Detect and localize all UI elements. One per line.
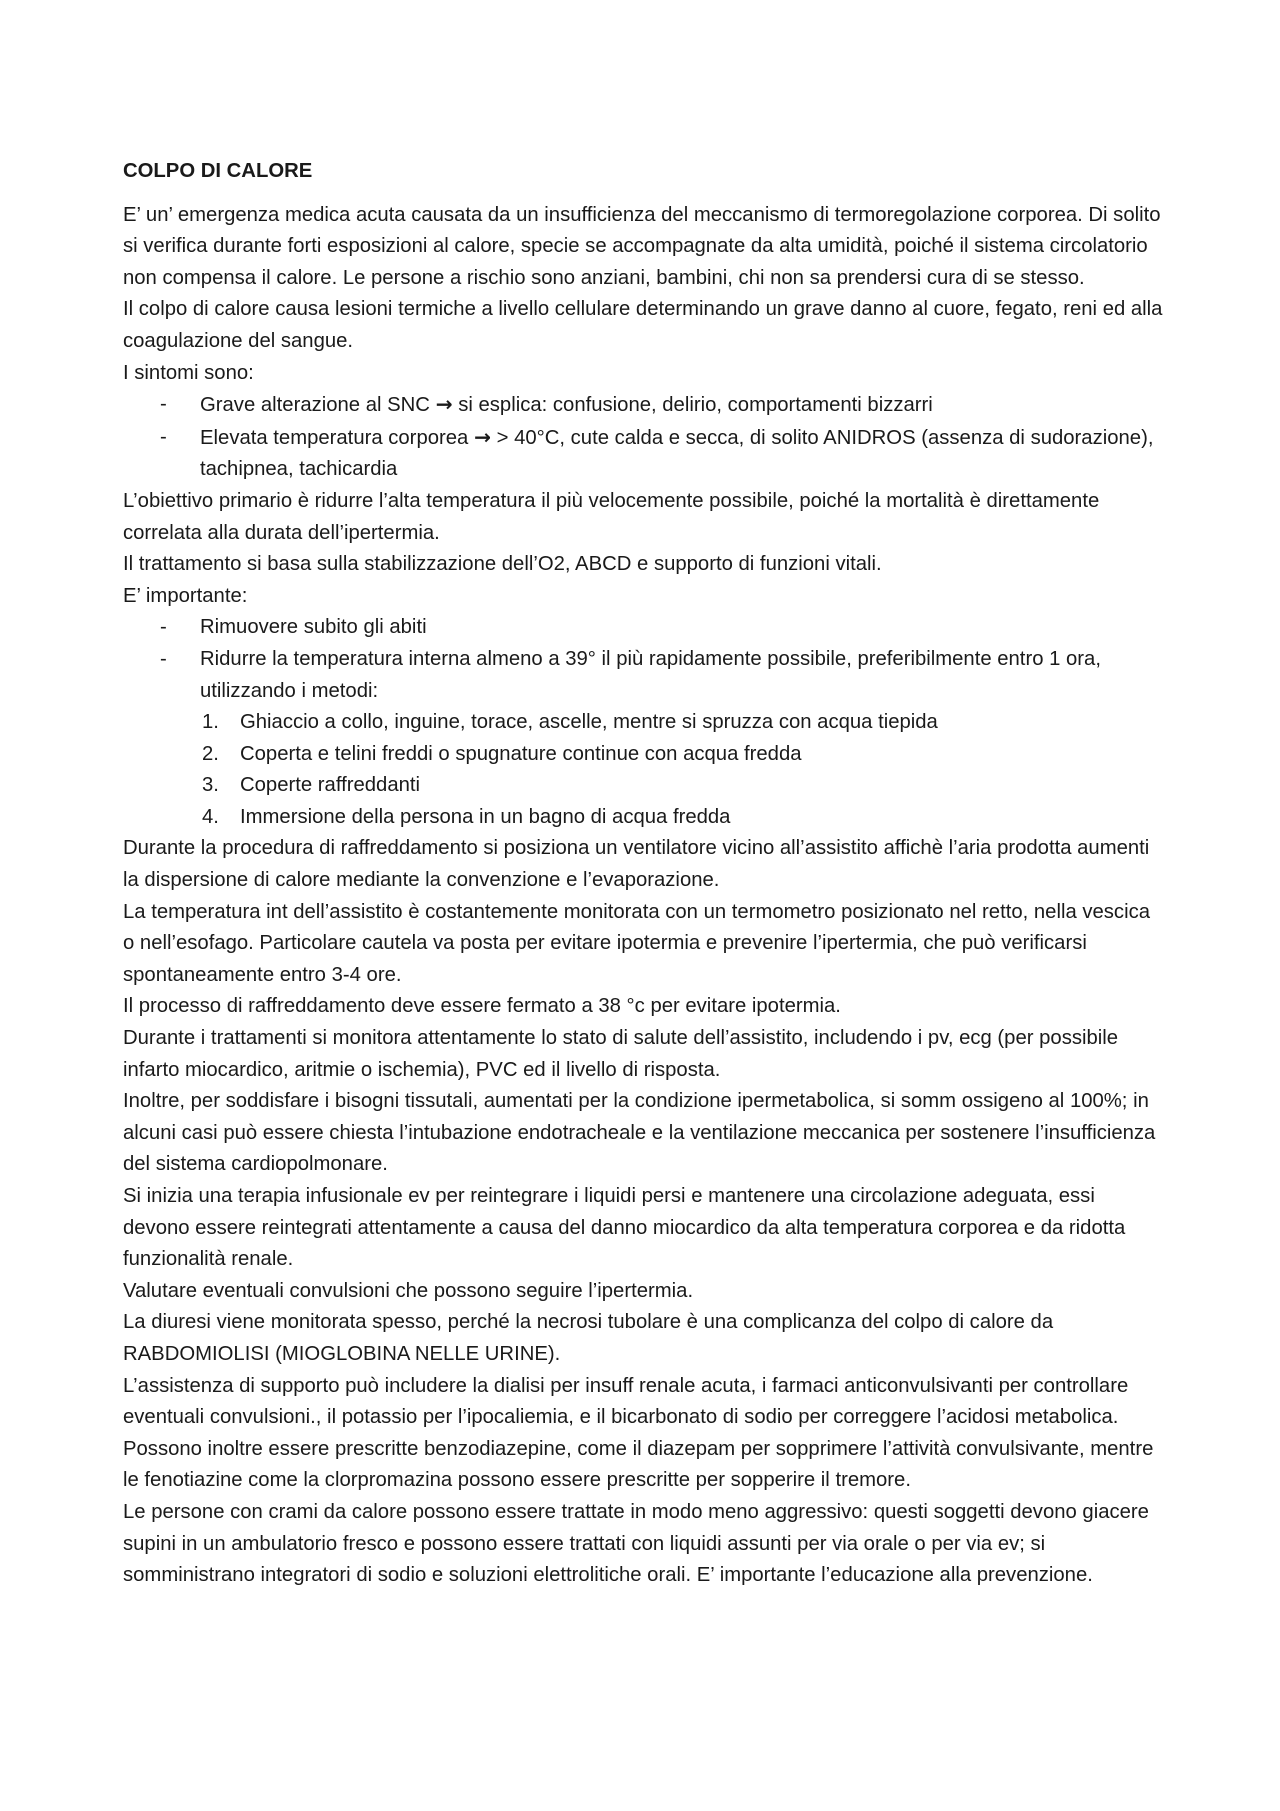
paragraph: Si inizia una terapia infusionale ev per reintegrare i liquidi persi e mantenere una circolazione adeguata, essi devono essere reintegrati attentamente a causa del danno miocardico da alta temperatura corporea e da ridotta funzionalità renale.: [123, 1185, 1126, 1271]
list-number: 4.: [202, 805, 219, 828]
list-item: 1. Ghiaccio a collo, inguine, torace, ascelle, mentre si spruzza con acqua tiepida: [240, 707, 1164, 739]
list-number: 3.: [202, 774, 219, 797]
paragraph: Il colpo di calore causa lesioni termiche a livello cellulare determinando un grave danno al cuore, fegato, reni ed alla coagulazione del sangue.: [123, 298, 1163, 352]
important-list: [123, 612, 1164, 707]
list-item: - Ridurre la temperatura interna almeno a 39° il più rapidamente possibile, preferibilmente entro 1 ora, utilizzando i metodi:: [200, 644, 1164, 707]
list-number: 2.: [202, 742, 219, 765]
paragraph: Durante la procedura di raffreddamento si posiziona un ventilatore vicino all’assistito affichè l’aria prodotta aumenti la dispersione di calore mediante la convenzione e l’evaporazione.: [123, 837, 1150, 892]
paragraph: La temperatura int dell’assistito è costantemente monitorata con un termometro posizionato nel retto, nella vescica o nell’esofago. Particolare cautela va posta per evitare ipotermia e prevenire l’ipertermia, che può verificarsi spontaneamente entro 3-4 ore.: [123, 900, 1150, 986]
paragraph: I sintomi sono:: [123, 361, 254, 384]
paragraph: Valutare eventuali convulsioni che possono seguire l’ipertermia.: [123, 1279, 694, 1302]
paragraph: Possono inoltre essere prescritte benzodiazepine, come il diazepam per sopprimere l’attività convulsivante, mentre le fenotiazine come la clorpromazina possono essere prescritte per sopperire il tremore.: [123, 1437, 1154, 1492]
paragraph: E’ un’ emergenza medica acuta causata da un insufficienza del meccanismo di termoregolazione corporea. Di solito si verifica durante forti esposizioni al calore, specie se accompagnate da alta umidità, poiché il sistema circolatorio non compensa il calore. Le persone a rischio sono anziani, bambini, chi non sa prendersi cura di se stesso.: [123, 203, 1161, 289]
paragraph: E’ importante:: [123, 584, 248, 607]
paragraph: Il trattamento si basa sulla stabilizzazione dell’O2, ABCD e supporto di funzioni vitali.: [123, 553, 882, 576]
list-number: 1.: [202, 711, 219, 734]
list-item: - Grave alterazione al SNC → si esplica: confusione, delirio, comportamenti bizzarri: [200, 389, 1164, 422]
paragraph: Le persone con crami da calore possono essere trattate in modo meno aggressivo: questi soggetti devono giacere supini in un ambulatorio fresco e possono essere trattati con liquidi assunti per via orale o per via ev; si somministrano integratori di sodio e soluzioni elettrolitiche orali. E’ importante l’educazione alla prevenzione.: [123, 1500, 1149, 1587]
arrow-right-icon: →: [435, 392, 453, 417]
paragraph: Durante i trattamenti si monitora attentamente lo stato di salute dell’assistito, includendo i pv, ecg (per possibile infarto miocardico, aritmie o ischemia), PVC ed il livello di risposta.: [123, 1027, 1119, 1081]
paragraph: Inoltre, per soddisfare i bisogni tissutali, aumentati per la condizione ipermetabolica, si somm ossigeno al 100%; in alcuni casi può essere chiesta l’intubazione endotracheale e la ventilazione meccanica per sostenere l’insufficienza del sistema cardiopolmonare.: [123, 1090, 1156, 1176]
paragraph: L’assistenza di supporto può includere la dialisi per insuff renale acuta, i farmaci anticonvulsivanti per controllare eventuali convulsioni., il potassio per l’ipocaliemia, e il bicarbonato di sodio per correggere l’acidosi metabolica.: [123, 1374, 1129, 1429]
list-item: 3. Coperte raffreddanti: [240, 770, 1164, 802]
list-item: 4. Immersione della persona in un bagno di acqua fredda: [240, 802, 1164, 834]
document-title: COLPO DI CALORE: [123, 160, 313, 182]
list-item: 2. Coperta e telini freddi o spugnature continue con acqua fredda: [240, 739, 1164, 771]
paragraph: La diuresi viene monitorata spesso, perché la necrosi tubolare è una complicanza del colpo di calore da RABDOMIOLISI (MIOGLOBINA NELLE URINE).: [123, 1311, 1054, 1365]
arrow-right-icon: →: [473, 424, 491, 449]
paragraph: Il processo di raffreddamento deve essere fermato a 38 °c per evitare ipotermia.: [123, 995, 841, 1018]
list-item: - Rimuovere subito gli abiti: [200, 612, 1164, 644]
symptoms-list: [123, 389, 1164, 486]
paragraph: L’obiettivo primario è ridurre l’alta temperatura il più velocemente possibile, poiché la mortalità è direttamente correlata alla durata dell’ipertermia.: [123, 489, 1100, 544]
list-item: - Elevata temperatura corporea → > 40°C, cute calda e secca, di solito ANIDROS (assenza di sudorazione), tachipnea, tachicardia: [200, 422, 1164, 486]
methods-list: [123, 707, 1164, 833]
